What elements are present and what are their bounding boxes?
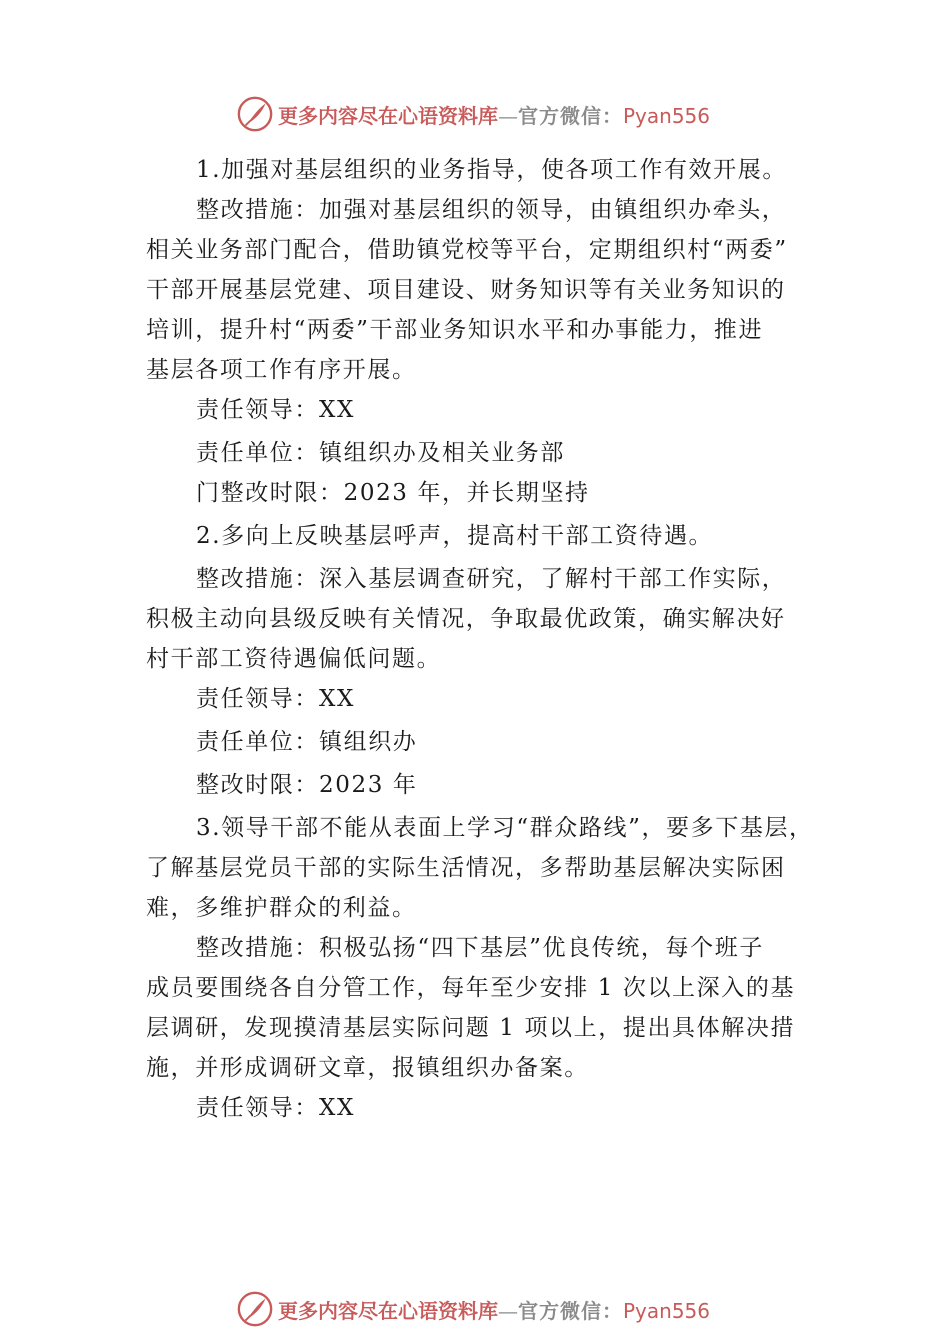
paragraph-line: 2.多向上反映基层呼声，提高村干部工资待遇。	[196, 523, 714, 549]
footer-banner	[236, 1289, 710, 1329]
banner-text	[278, 100, 710, 129]
paragraph-line: 责任领导：XX	[196, 686, 355, 712]
paragraph-line: 整改措施：深入基层调查研究，了解村干部工作实际，	[196, 566, 787, 592]
paragraph-line: 责任领导：XX	[196, 1095, 355, 1121]
banner-separator: —	[498, 103, 518, 128]
paragraph-line: 施，并形成调研文章，报镇组织办备案。	[146, 1055, 589, 1081]
paragraph-line: 培训，提升村“两委”干部业务知识水平和办事能力，推进	[146, 317, 764, 343]
feather-pen-logo-icon	[236, 95, 274, 133]
paragraph-line: 3.领导干部不能从表面上学习“群众路线”，要多下基层，	[196, 815, 814, 841]
paragraph-line: 1.加强对基层组织的业务指导，使各项工作有效开展。	[196, 157, 787, 183]
banner-text	[278, 1295, 710, 1324]
paragraph-line: 整改时限：2023 年	[196, 772, 418, 798]
banner-wechat-id: Pyan556	[623, 103, 711, 128]
paragraph-line: 责任领导：XX	[196, 397, 355, 423]
banner-wechat-id: Pyan556	[623, 1298, 711, 1323]
paragraph-line: 整改措施：加强对基层组织的领导，由镇组织办牵头，	[196, 197, 787, 223]
paragraph-line: 整改措施：积极弘扬“四下基层”优良传统，每个班子	[196, 935, 764, 961]
paragraph-line: 基层各项工作有序开展。	[146, 357, 417, 383]
banner-wechat-label: 官方微信：	[518, 1298, 623, 1323]
paragraph-line: 成员要围绕各自分管工作，每年至少安排 1 次以上深入的基	[146, 975, 796, 1001]
paragraph-line: 层调研，发现摸清基层实际问题 1 项以上，提出具体解决措	[146, 1015, 796, 1041]
feather-pen-logo-icon	[236, 1290, 274, 1328]
paragraph-line: 了解基层党员干部的实际生活情况，多帮助基层解决实际困	[146, 855, 786, 881]
paragraph-line: 责任单位：镇组织办	[196, 729, 418, 755]
paragraph-line: 村干部工资待遇偏低问题。	[146, 646, 442, 672]
header-banner	[236, 94, 710, 134]
document-body	[146, 150, 814, 1128]
paragraph-line: 相关业务部门配合，借助镇党校等平台，定期组织村“两委”	[146, 237, 788, 263]
paragraph-line: 积极主动向县级反映有关情况，争取最优政策，确实解决好	[146, 606, 786, 632]
banner-separator: —	[498, 1298, 518, 1323]
paragraph-line: 责任单位：镇组织办及相关业务部	[196, 440, 565, 466]
banner-brand: 更多内容尽在心语资料库	[278, 1298, 498, 1323]
paragraph-line: 门整改时限：2023 年，并长期坚持	[196, 480, 590, 506]
paragraph-line: 干部开展基层党建、项目建设、财务知识等有关业务知识的	[146, 277, 786, 303]
banner-wechat-label: 官方微信：	[518, 103, 623, 128]
paragraph-line: 难，多维护群众的利益。	[146, 895, 417, 921]
banner-brand: 更多内容尽在心语资料库	[278, 103, 498, 128]
